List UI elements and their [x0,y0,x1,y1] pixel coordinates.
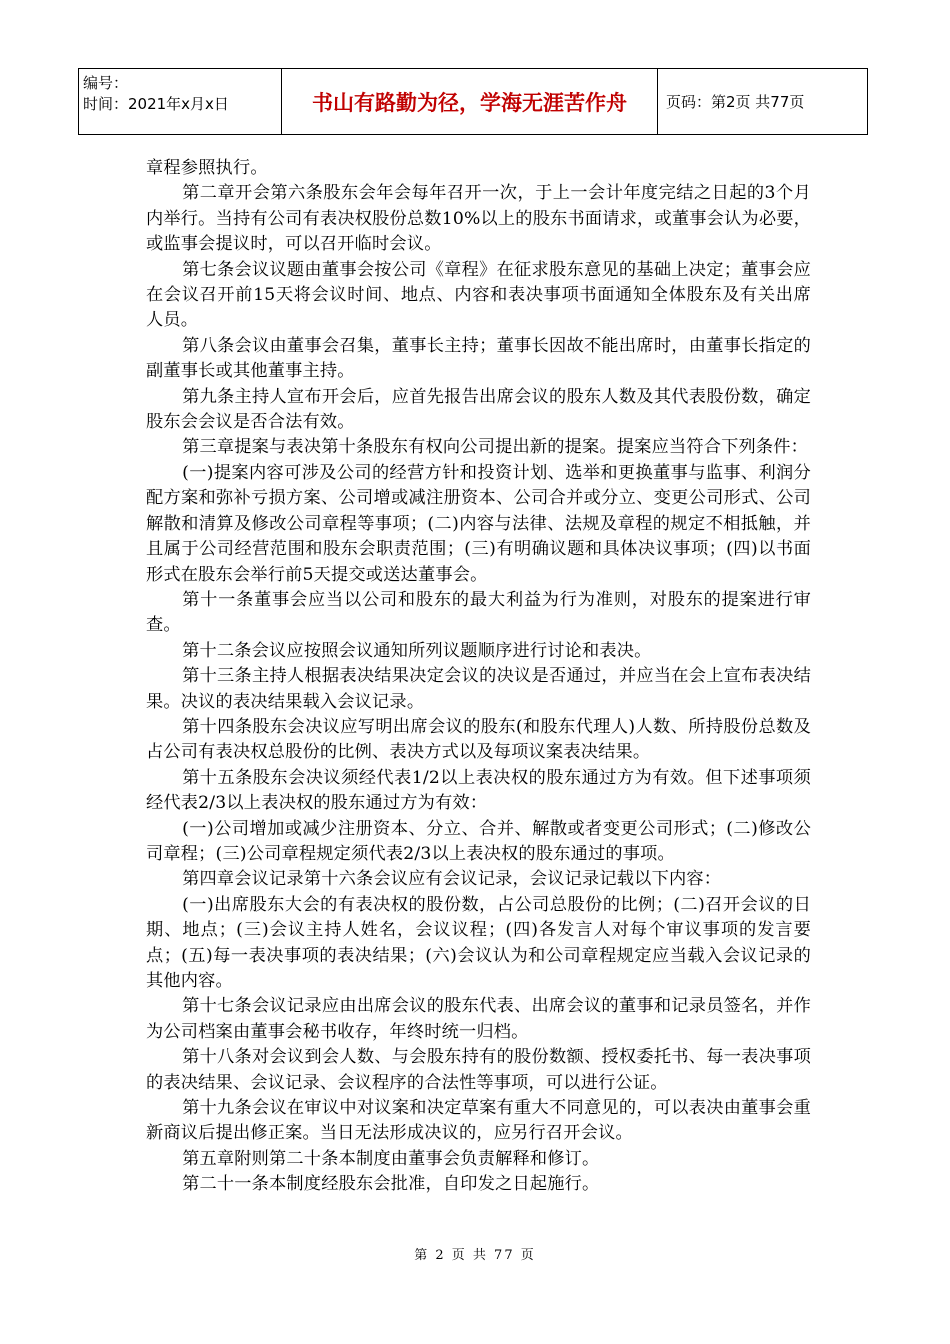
paragraph: 第十九条会议在审议中对议案和决定草案有重大不同意见的，可以表决由董事会重新商议后提出修正案。当日无法形成决议的，应另行召开会议。 [146,1098,811,1144]
header-meta-cell [79,69,282,134]
paragraph: 第七条会议议题由董事会按公司《章程》在征求股东意见的基础上决定；董事会应在会议召开前15天将会议时间、地点、内容和表决事项书面通知全体股东及有关出席人员。 [146,259,811,331]
header-motto: 书山有路勤为径，学海无涯苦作舟 [282,69,658,134]
paragraph: (一)提案内容可涉及公司的经营方针和投资计划、选举和更换董事与监事、利润分配方案和弥补亏损方案、公司增或减注册资本、公司合并或分立、变更公司形式、公司解散和清算及修改公司章程等事项；(二)内容与法律、法规及章程的规定不相抵触，并且属于公司经营范围和股东会职责范围；(三)有明确议题和具体决议事项；(四)以书面形式在股东会举行前5天提交或送达董事会。 [146,462,811,585]
paragraph: (一)公司增加或减少注册资本、分立、合并、解散或者变更公司形式；(二)修改公司章程；(三)公司章程规定须代表2/3以上表决权的股东通过的事项。 [146,818,811,864]
paragraph: 第十二条会议应按照会议通知所列议题顺序进行讨论和表决。 [182,640,652,661]
page-footer: 第 2 页 共 77 页 [414,1248,536,1263]
paragraph: 第九条主持人宣布开会后，应首先报告出席会议的股东人数及其代表股份数，确定股东会会议是否合法有效。 [146,386,811,433]
document-body [146,156,811,1198]
paragraph: 第十四条股东会决议应写明出席会议的股东(和股东代理人)人数、所持股份总数及占公司有表决权总股份的比例、表决方式以及每项议案表决结果。 [146,716,811,763]
paragraph: 第五章附则第二十条本制度由董事会负责解释和修订。 [182,1148,600,1169]
paragraph: 第二章开会第六条股东会年会每年召开一次，于上一会计年度完结之日起的3个月内举行。当持有公司有表决权股份总数10%以上的股东书面请求，或董事会认为必要，或监事会提议时，可以召开临时会议。 [146,183,811,255]
paragraph: 第十三条主持人根据表决结果决定会议的决议是否通过，并应当在会上宣布表决结果。决议的表决结果载入会议记录。 [146,666,811,712]
paragraph: 章程参照执行。 [146,158,268,178]
paragraph: 第十八条对会议到会人数、与会股东持有的股份数额、授权委托书、每一表决事项的表决结果、会议记录、会议程序的合法性等事项，可以进行公证。 [146,1047,811,1093]
paragraph: 第二十一条本制度经股东会批准，自印发之日起施行。 [182,1174,600,1195]
paragraph: 第三章提案与表决第十条股东有权向公司提出新的提案。提案应当符合下列条件： [182,437,809,458]
paragraph: 第四章会议记录第十六条会议应有会议记录，会议记录记载以下内容： [182,869,722,890]
paragraph: 第八条会议由董事会召集，董事长主持；董事长因故不能出席时，由董事长指定的副董事长或其他董事主持。 [146,335,811,382]
paragraph: 第十七条会议记录应由出席会议的股东代表、出席会议的董事和记录员签名，并作为公司档案由董事会秘书收存，年终时统一归档。 [146,996,811,1042]
header-page-info: 页码：第2页 共77页 [666,93,805,111]
paragraph: (一)出席股东大会的有表决权的股份数，占公司总股份的比例；(二)召开会议的日期、地点；(三)会议主持人姓名，会议议程；(四)各发言人对每个审议事项的发言要点；(五)每一表决事项的表决结果；(六)会议认为和公司章程规定应当载入会议记录的其他内容。 [146,894,811,991]
paragraph: 第十一条董事会应当以公司和股东的最大利益为行为准则，对股东的提案进行审查。 [146,589,811,636]
doc-number-label: 编号： [83,74,129,92]
header-table [78,68,868,135]
paragraph: 第十五条股东会决议须经代表1/2以上表决权的股东通过方为有效。但下述事项须经代表2/3以上表决权的股东通过方为有效： [146,767,811,814]
doc-time-label: 时间：2021年x月x日 [83,95,229,113]
